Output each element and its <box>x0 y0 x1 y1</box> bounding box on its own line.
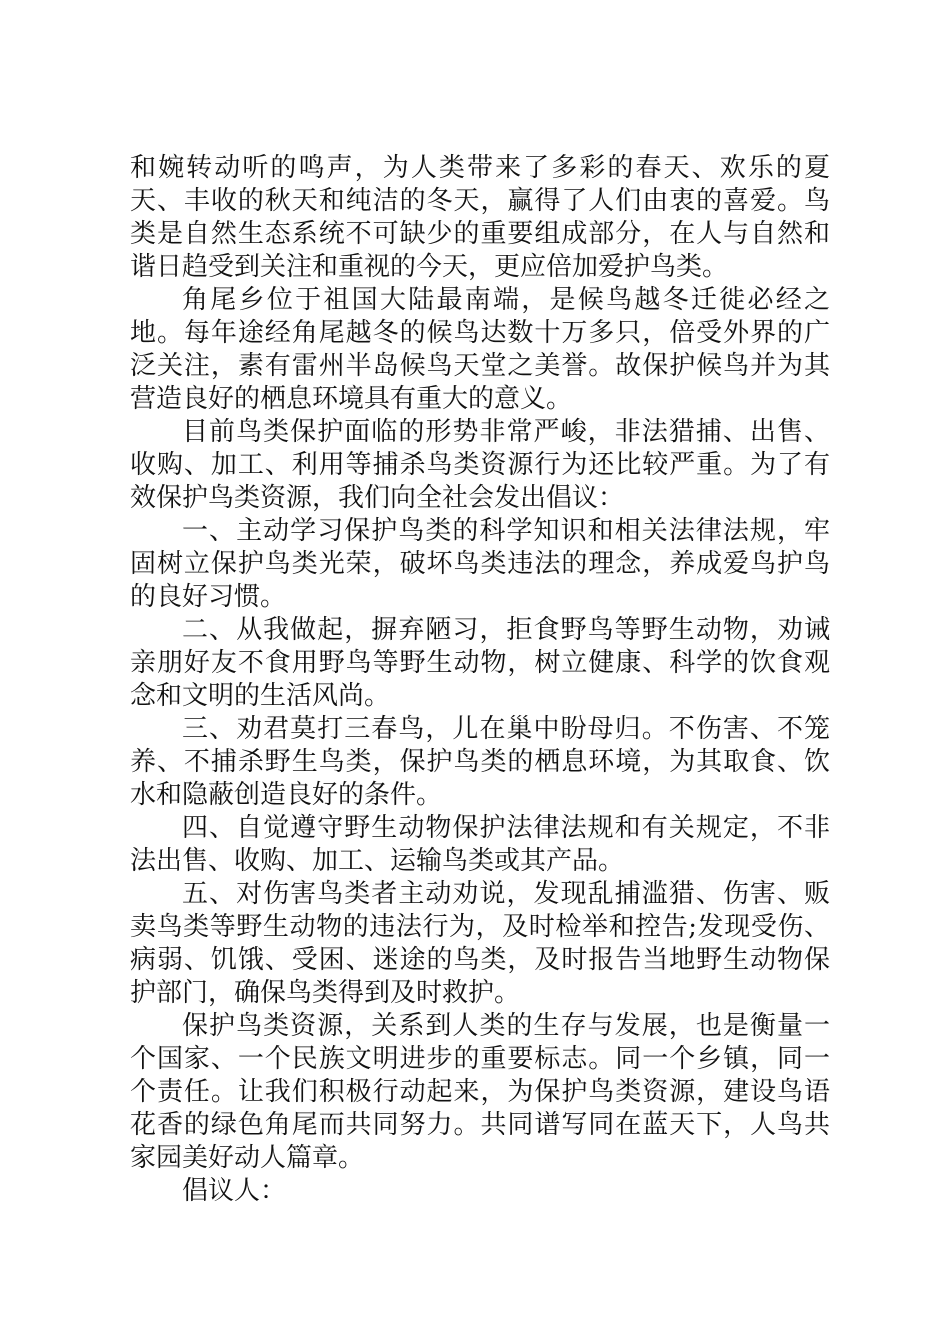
paragraph-proposal-4: 四、自觉遵守野生动物保护法律法规和有关规定，不非法出售、收购、加工、运输鸟类或其产品。 <box>130 813 830 876</box>
paragraph-location: 角尾乡位于祖国大陆最南端，是候鸟越冬迁徙必经之地。每年途经角尾越冬的候鸟达数十万多只，倍受外界的广泛关注，素有雷州半岛候鸟天堂之美誉。故保护候鸟并为其营造良好的栖息环境具有重大的意义。 <box>130 285 830 414</box>
paragraph-intro-continued: 和婉转动听的鸣声，为人类带来了多彩的春天、欢乐的夏天、丰收的秋天和纯洁的冬天，赢得了人们由衷的喜爱。鸟类是自然生态系统不可缺少的重要组成部分，在人与自然和谐日趋受到关注和重视的今天，更应倍加爱护鸟类。 <box>130 153 830 282</box>
paragraph-proposal-2: 二、从我做起，摒弃陋习，拒食野鸟等野生动物，劝诫亲朋好友不食用野鸟等野生动物，树立健康、科学的饮食观念和文明的生活风尚。 <box>130 615 830 711</box>
signature-label: 倡议人： <box>182 1176 287 1206</box>
paragraph-proposal-3: 三、劝君莫打三春鸟，儿在巢中盼母归。不伤害、不笼养、不捕杀野生鸟类，保护鸟类的栖息环境，为其取食、饮水和隐蔽创造良好的条件。 <box>130 714 830 810</box>
paragraph-proposal-1: 一、主动学习保护鸟类的科学知识和相关法律法规，牢固树立保护鸟类光荣，破坏鸟类违法的理念，养成爱鸟护鸟的良好习惯。 <box>130 516 830 612</box>
paragraph-proposal-5: 五、对伤害鸟类者主动劝说，发现乱捕滥猎、伤害、贩卖鸟类等野生动物的违法行为，及时检举和控告;发现受伤、病弱、饥饿、受困、迷途的鸟类，及时报告当地野生动物保护部门，确保鸟类得到及时救护。 <box>130 879 830 1008</box>
document-body <box>130 152 830 1208</box>
paragraph-conclusion: 保护鸟类资源，关系到人类的生存与发展，也是衡量一个国家、一个民族文明进步的重要标志。同一个乡镇，同一个责任。让我们积极行动起来，为保护鸟类资源，建设鸟语花香的绿色角尾而共同努力。共同谱写同在蓝天下，人鸟共家园美好动人篇章。 <box>130 1011 830 1173</box>
paragraph-situation: 目前鸟类保护面临的形势非常严峻，非法猎捕、出售、收购、加工、利用等捕杀鸟类资源行为还比较严重。为了有效保护鸟类资源，我们向全社会发出倡议： <box>130 417 830 513</box>
